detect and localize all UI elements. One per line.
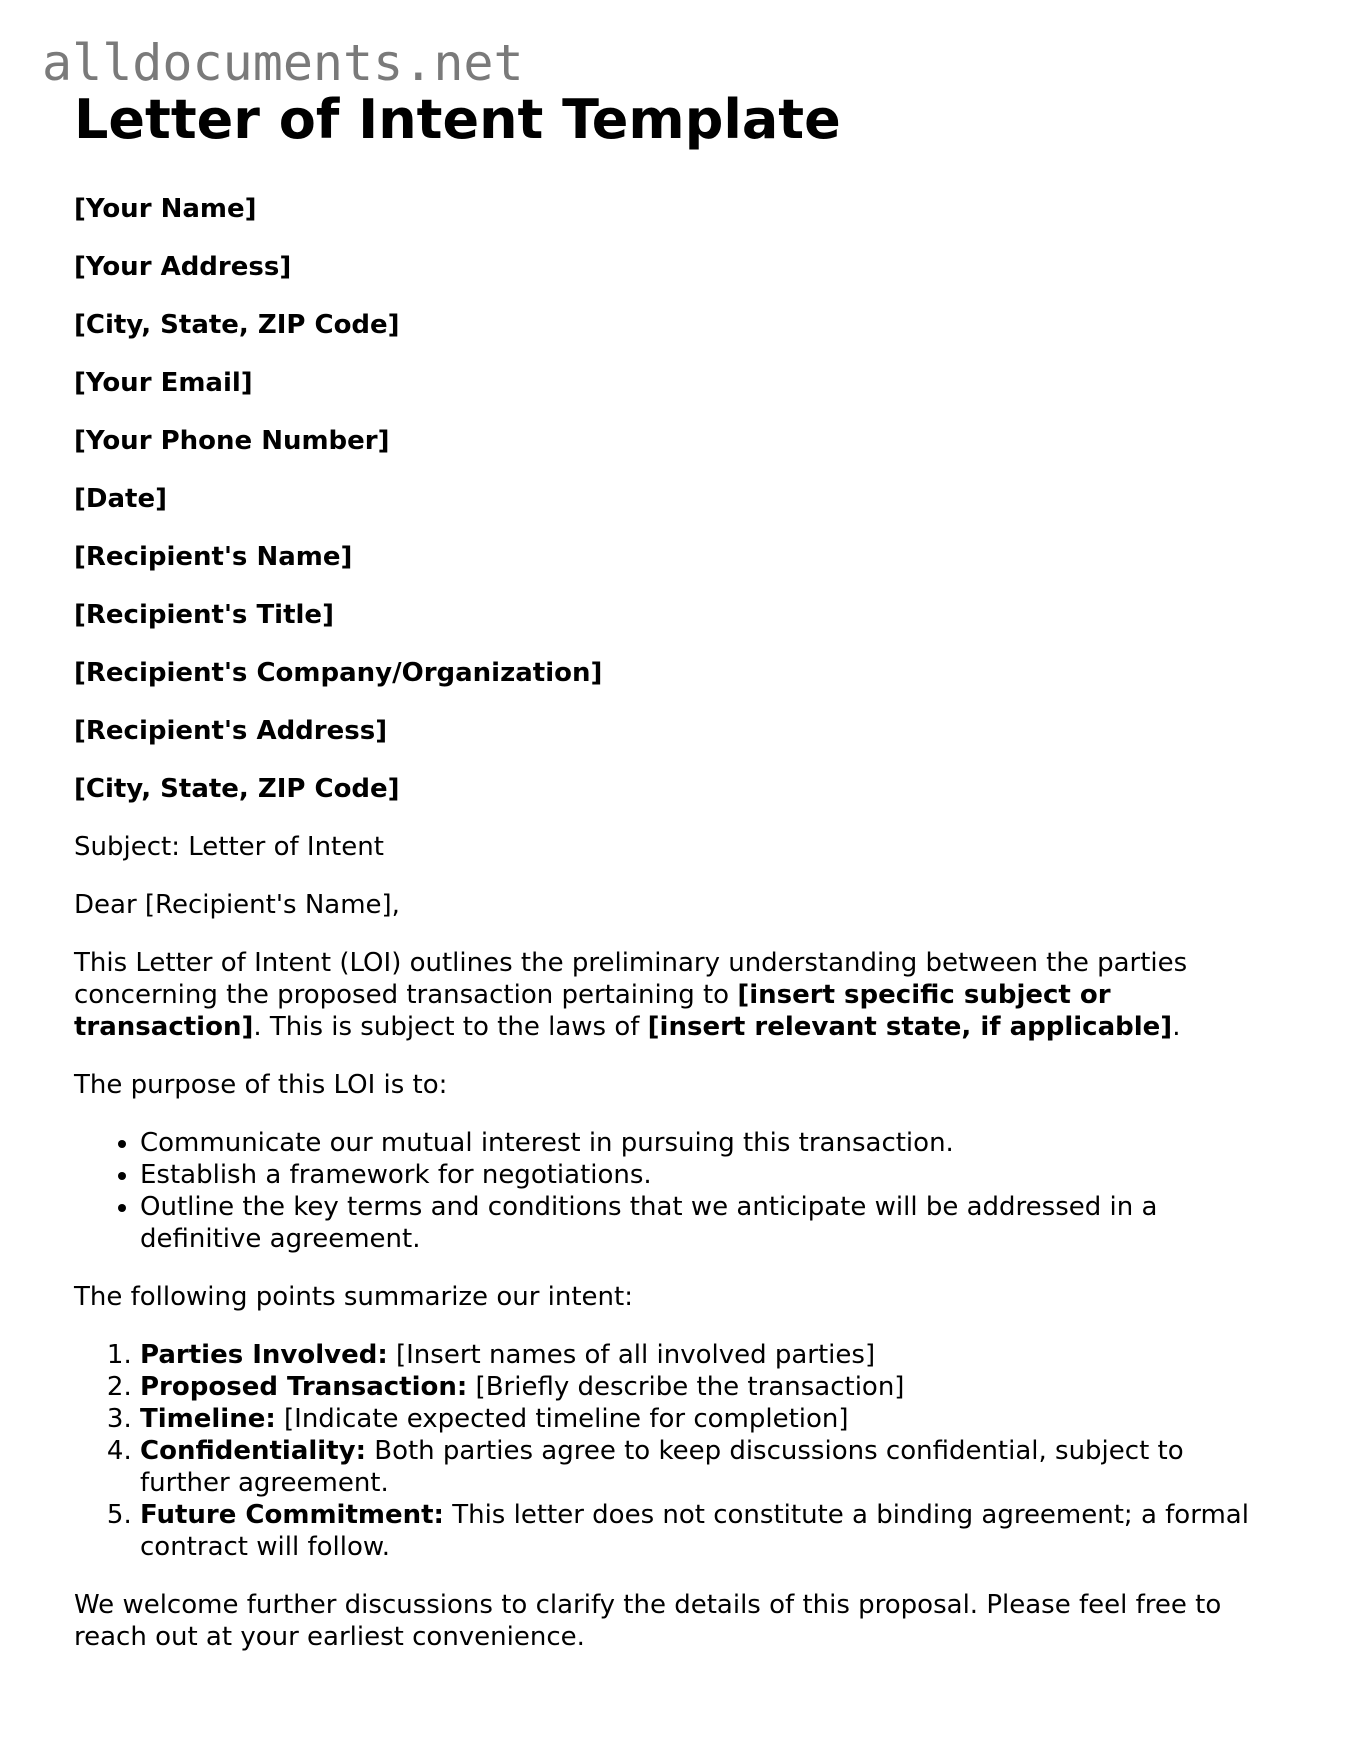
sender-name: [Your Name]: [74, 193, 257, 224]
list-item: [140, 1435, 1274, 1499]
closing-paragraph: We welcome further discussions to clarify the details of this proposal. Please feel free to reach out at your earliest convenience.: [74, 1589, 1222, 1652]
list-item: • Outline the key terms and conditions that we anticipate will be addressed in a definitive agreement.: [140, 1191, 1274, 1255]
list-item: [140, 1371, 1274, 1403]
point-label: Proposed Transaction:: [140, 1371, 468, 1402]
point-text: [Briefly describe the transaction]: [467, 1371, 905, 1402]
points-list: [74, 1339, 1274, 1563]
subject-line: Subject: Letter of Intent: [74, 831, 384, 862]
list-item: [140, 1499, 1274, 1563]
point-label: Timeline:: [140, 1403, 276, 1434]
recipient-name: [Recipient's Name]: [74, 541, 353, 572]
list-item: [140, 1339, 1274, 1371]
document-page: [74, 88, 1274, 1679]
point-text: [Insert names of all involved parties]: [387, 1339, 876, 1370]
salutation: Dear [Recipient's Name],: [74, 889, 400, 920]
letter-date: [Date]: [74, 483, 167, 514]
page-title: Letter of Intent Template: [74, 88, 841, 151]
sender-email: [Your Email]: [74, 367, 253, 398]
point-text: [Indicate expected timeline for completion]: [275, 1403, 849, 1434]
point-text: Both parties agree to keep discussions confidential, subject to further agreement.: [140, 1435, 1184, 1498]
purpose-list: [74, 1127, 1274, 1255]
point-label: Parties Involved:: [140, 1339, 388, 1370]
recipient-block: [74, 541, 1274, 805]
point-label: Confidentiality:: [140, 1435, 366, 1466]
intro-placeholder-state: [insert relevant state, if applicable]: [647, 1011, 1173, 1042]
point-label: Future Commitment:: [140, 1499, 444, 1530]
points-heading: The following points summarize our intent:: [74, 1281, 633, 1312]
recipient-company: [Recipient's Company/Organization]: [74, 657, 603, 688]
intro-text-3: .: [1172, 1011, 1181, 1042]
intro-placeholder-subject: [insert specific subject or transaction]: [74, 979, 1111, 1042]
watermark-logo: alldocuments.net: [42, 34, 524, 92]
intro-paragraph: [74, 947, 1274, 1043]
list-item: [140, 1403, 1274, 1435]
recipient-address: [Recipient's Address]: [74, 715, 388, 746]
recipient-city-state-zip: [City, State, ZIP Code]: [74, 773, 400, 804]
list-item: • Communicate our mutual interest in pursuing this transaction.: [140, 1127, 1274, 1159]
purpose-heading: The purpose of this LOI is to:: [74, 1069, 448, 1100]
sender-city-state-zip: [City, State, ZIP Code]: [74, 309, 400, 340]
intro-text-1: This Letter of Intent (LOI) outlines the preliminary understanding between the parties concerning the proposed transaction pertaining to: [74, 947, 1188, 1010]
list-item: • Establish a framework for negotiations.: [140, 1159, 1274, 1191]
point-text: This letter does not constitute a binding agreement; a formal contract will follow.: [140, 1499, 1249, 1562]
sender-address: [Your Address]: [74, 251, 292, 282]
sender-block: [74, 193, 1274, 515]
recipient-title: [Recipient's Title]: [74, 599, 334, 630]
intro-text-2: . This is subject to the laws of: [253, 1011, 648, 1042]
sender-phone: [Your Phone Number]: [74, 425, 390, 456]
